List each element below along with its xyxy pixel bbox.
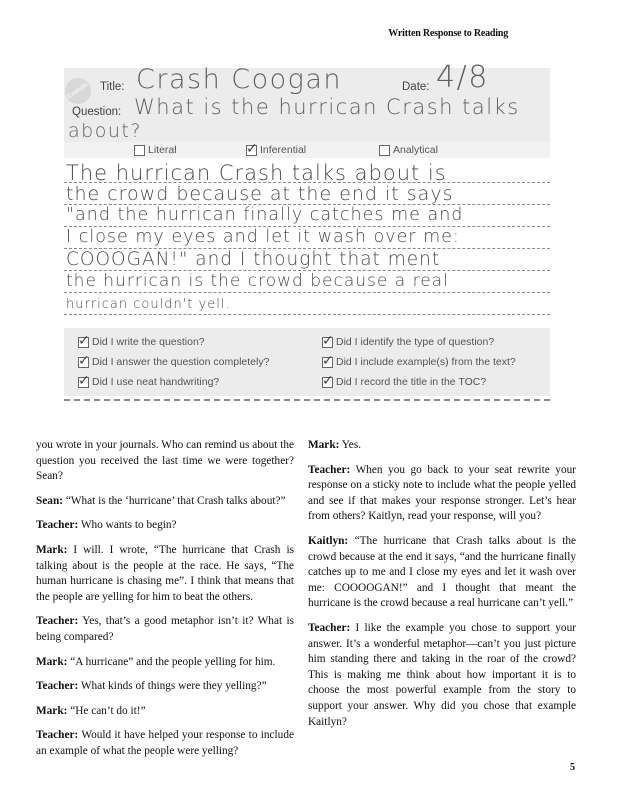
checkmark-icon: ✓ [78, 372, 90, 389]
transcript-line: Teacher: When you go back to your seat rewrite your response on a sticky note to include what the people yelled and see if that makes your response stronger. Let’s hear from others? Kaitlyn, read your response, will you? [308, 463, 577, 523]
question-handwritten-line2: about? [68, 120, 142, 142]
bottom-dashed-divider [64, 399, 550, 401]
checkmark-icon: ✓ [78, 352, 90, 369]
transcript-line: you wrote in your journals. Who can remind us about the question you received the last time we were together? Sean? [36, 439, 294, 483]
checklist-item: ✓ Did I use neat handwriting? [78, 372, 220, 389]
transcript-line: Kaitlyn: “The hurricane that Crash talks about is the crowd because at the end it says, “and the hurricane finally catches up to me and I close my eyes and let it wash over me: COOOOGAN!” and I thought that meant the hurricane is the crowd because a real hurricane can’t yell.” [308, 534, 576, 610]
checkmark-icon: ✓ [322, 372, 334, 389]
transcript-right-column [308, 438, 576, 739]
question-label: Question: [72, 106, 122, 118]
type-analytical: Analytical [379, 144, 438, 156]
checklist-item: ✓ Did I record the title in the TOC? [322, 372, 487, 389]
type-literal: Literal [134, 144, 177, 156]
inferential-checkbox [246, 140, 258, 157]
example-badge: Example [60, 73, 96, 109]
literal-checkbox [134, 145, 145, 156]
checklist-item: ✓ Did I include example(s) from the text? [322, 352, 516, 369]
transcript-line: Teacher: What kinds of things were they yelling?” [36, 680, 267, 693]
response-line: hurrican couldn't yell. [66, 297, 231, 312]
checklist-item: ✓ Did I write the question? [78, 332, 205, 349]
checklist-item: ✓ Did I identify the type of question? [322, 332, 495, 349]
type-inferential: ✓ Inferential [246, 140, 307, 157]
response-line: I close my eyes and let it wash over me: [66, 227, 460, 247]
checkmark-icon: ✓ [78, 332, 90, 349]
transcript-line: Mark: I will. I wrote, “The hurricane that Crash is talking about is the people at the race. He says, “The human hurricane is chasing me”. I think that means that the people are yelling for him to beat the others. [36, 543, 294, 603]
response-line: the crowd because at the end it says [66, 183, 454, 205]
transcript-line: Sean: “What is the ‘hurricane’ that Crash talks about?” [36, 494, 286, 507]
response-line: COOOGAN!" and I thought that ment [66, 249, 441, 270]
transcript-line: Teacher: Who wants to begin? [36, 519, 177, 532]
running-header: Written Response to Reading [388, 28, 508, 39]
transcript-line: Mark: “A hurricane” and the people yelling for him. [36, 655, 276, 668]
analytical-checkbox [379, 145, 390, 156]
date-handwritten: 4/8 [436, 60, 489, 95]
transcript-left-column [36, 438, 294, 769]
checkmark-icon: ✓ [246, 140, 258, 157]
transcript-line: Mark: “He can’t do it!” [36, 704, 146, 717]
response-line: the hurrican is the crowd because a real [66, 271, 449, 291]
title-label: Title: [100, 81, 125, 93]
transcript-line: Mark: Yes. [308, 439, 362, 451]
checklist-item: ✓ Did I answer the question completely? [78, 352, 270, 369]
transcript-line: Teacher: I like the example you chose to support your answer. It’s a wonderful metaphor—can’t you just picture him standing there and taking in the roar of the crowd? This is making me think about how important it is to choose the most powerful example from the story to support your answer. Why did you chose that example Kaitlyn? [308, 621, 576, 728]
date-label: Date: [402, 81, 430, 93]
response-line: "and the hurrican finally catches me and [66, 205, 464, 225]
title-handwritten: Crash Coogan [136, 64, 343, 95]
checkmark-icon: ✓ [322, 332, 334, 349]
response-worksheet [64, 60, 550, 404]
question-handwritten-line1: What is the hurrican Crash talks [134, 95, 520, 119]
response-line: The hurrican Crash talks about is [66, 161, 447, 185]
checkmark-icon: ✓ [322, 352, 334, 369]
transcript-line: Teacher: Yes, that’s a good metaphor isn’t it? What is being compared? [36, 615, 294, 643]
page-number: 5 [570, 762, 575, 773]
transcript-line: Teacher: Would it have helped your response to include an example of what the people were yelling? [36, 729, 294, 757]
